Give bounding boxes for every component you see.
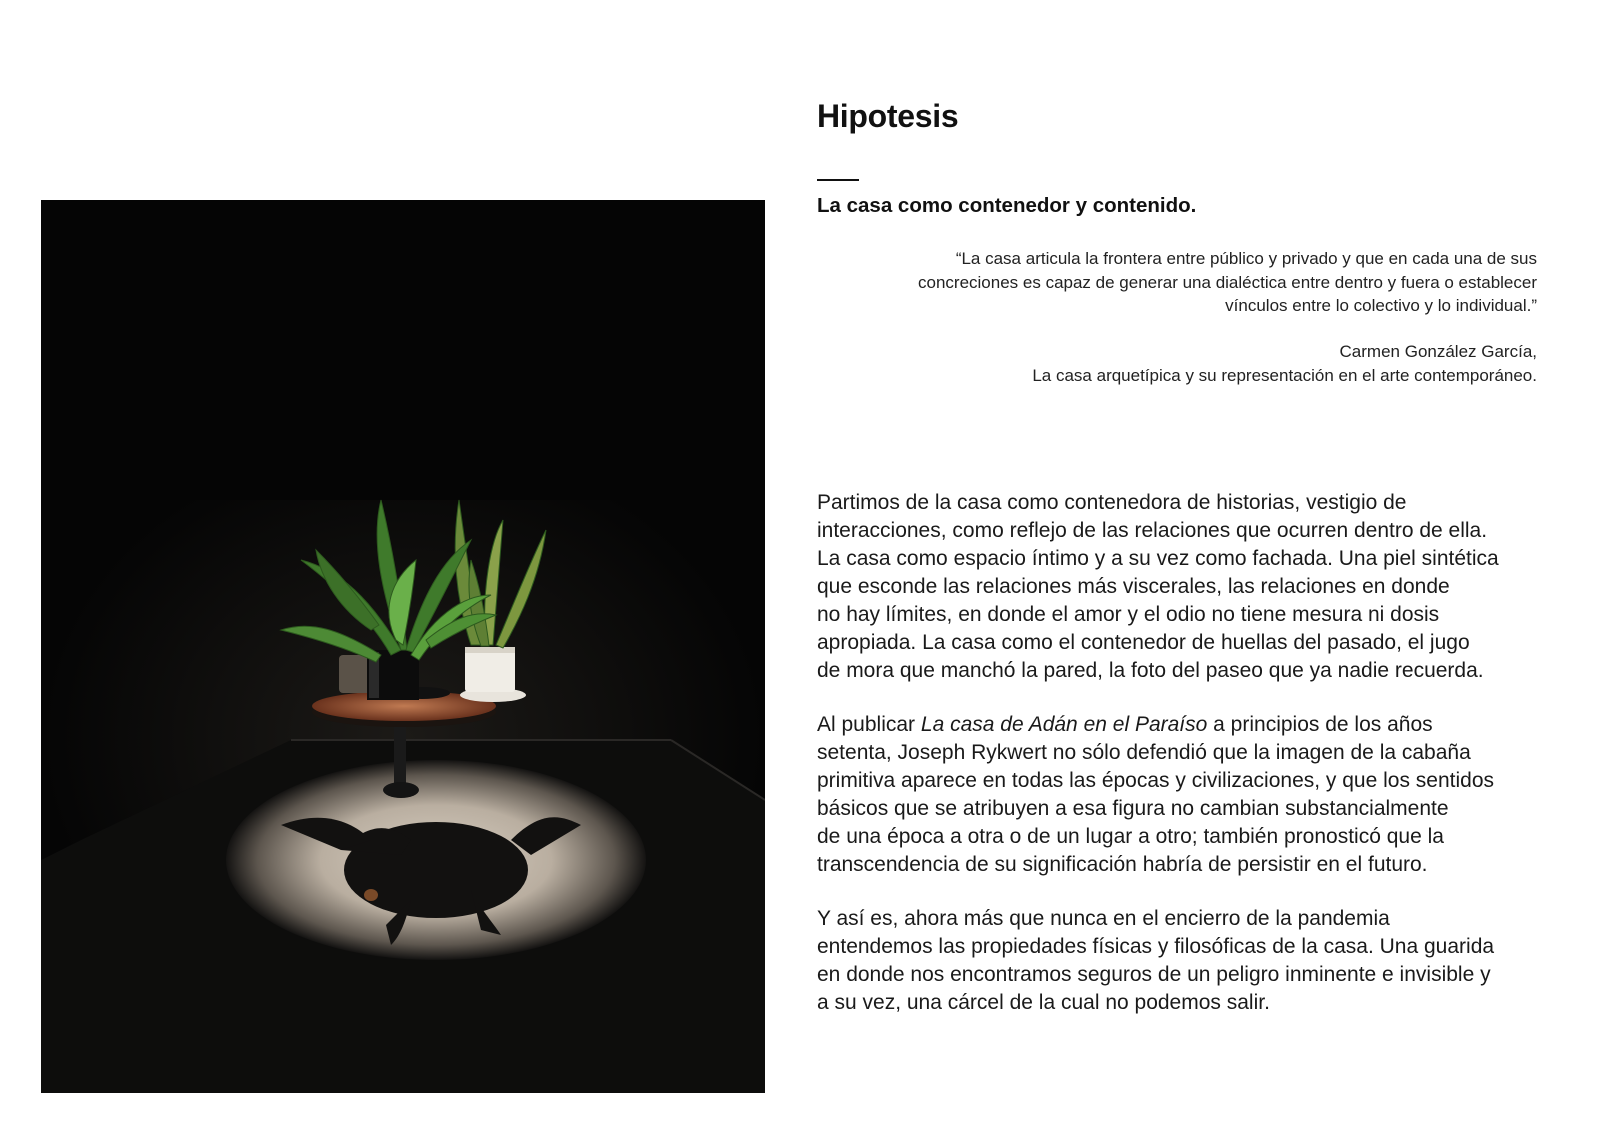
paragraph-line: básicos que se atribuyen a esa figura no cambian substancialmente	[817, 797, 1449, 820]
paragraph-line: transcendencia de su significación habría de persistir en el futuro.	[817, 853, 1428, 876]
paragraph-line: de una época a otra o de un lugar a otro; también pronosticó que la	[817, 825, 1444, 848]
paragraph-line: primitiva aparece en todas las épocas y civilizaciones, y que los sentidos	[817, 769, 1495, 792]
title-divider	[817, 179, 859, 181]
paragraph-line	[817, 711, 1547, 739]
body-paragraph-1	[817, 489, 1547, 685]
quote-line: vínculos entre lo colectivo y lo individual.”	[1225, 296, 1537, 315]
paragraph-line: La casa como espacio íntimo y a su vez como fachada. Una piel sintética	[817, 547, 1499, 570]
quote-attribution	[837, 340, 1537, 387]
plant-photo-illustration	[41, 200, 765, 1093]
paragraph-line: setenta, Joseph Rykwert no sólo defendió que la imagen de la cabaña	[817, 741, 1471, 764]
line-suffix: a principios de los años	[1207, 713, 1433, 736]
paragraph-line: Y así es, ahora más que nunca en el encierro de la pandemia	[817, 907, 1390, 930]
paragraph-line: entendemos las propiedades físicas y filosóficas de la casa. Una guarida	[817, 935, 1495, 958]
quote-source: La casa arquetípica y su representación en el arte contemporáneo.	[1032, 365, 1537, 385]
line-prefix: Al publicar	[817, 713, 921, 736]
paragraph-line: en donde nos encontramos seguros de un peligro inminente e invisible y	[817, 963, 1491, 986]
paragraph-line: de mora que manchó la pared, la foto del paseo que ya nadie recuerda.	[817, 659, 1484, 682]
epigraph-quote	[837, 247, 1537, 318]
paragraph-line: no hay límites, en donde el amor y el odio no tiene mesura ni dosis	[817, 603, 1440, 626]
paragraph-line: que esconde las relaciones más viscerales, las relaciones en donde	[817, 575, 1450, 598]
section-subtitle: La casa como contenedor y contenido.	[817, 194, 1197, 217]
paragraph-line: interacciones, como reflejo de las relaciones que ocurren dentro de ella.	[817, 519, 1488, 542]
quote-author: Carmen González García,	[1339, 342, 1537, 361]
quote-line: “La casa articula la frontera entre público y privado y que en cada una de sus	[955, 249, 1537, 268]
paragraph-line: Partimos de la casa como contenedora de historias, vestigio de	[817, 491, 1407, 514]
book-title: La casa de Adán en el Paraíso	[920, 713, 1208, 736]
page-title: Hipotesis	[817, 98, 959, 134]
quote-line: concreciones es capaz de generar una dialéctica entre dentro y fuera o establecer	[918, 272, 1537, 292]
body-paragraph-2	[817, 711, 1547, 879]
paragraph-line: a su vez, una cárcel de la cual no podemos salir.	[817, 991, 1270, 1014]
plant-photo	[41, 200, 765, 1093]
fallen-object	[364, 889, 378, 901]
paragraph-line: apropiada. La casa como el contenedor de huellas del pasado, el jugo	[817, 631, 1470, 654]
body-paragraph-3	[817, 905, 1547, 1017]
